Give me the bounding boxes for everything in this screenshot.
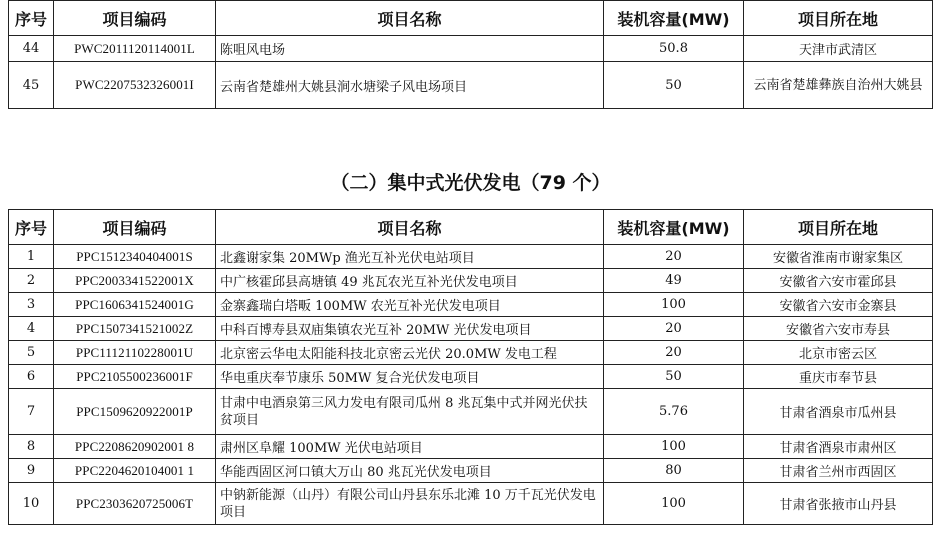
cell-capacity: 49 — [604, 269, 744, 293]
section-title: （二）集中式光伏发电（79 个） — [330, 172, 611, 194]
cell-no: 7 — [9, 389, 54, 435]
cell-code: PPC1112110228001U — [54, 341, 216, 365]
cell-no: 5 — [9, 341, 54, 365]
cell-location: 甘肃省酒泉市瓜州县 — [744, 389, 933, 435]
table-row — [9, 245, 933, 269]
cell-code: PPC1507341521002Z — [54, 317, 216, 341]
header-location: 项目所在地 — [744, 210, 933, 245]
table-row — [9, 389, 933, 435]
cell-capacity: 20 — [604, 341, 744, 365]
cell-capacity: 100 — [604, 435, 744, 459]
cell-no: 44 — [9, 36, 54, 62]
header-no: 序号 — [9, 1, 54, 36]
cell-code: PPC2204620104001 1 — [54, 459, 216, 483]
cell-capacity: 5.76 — [604, 389, 744, 435]
cell-capacity: 50 — [604, 365, 744, 389]
cell-name: 北京密云华电太阳能科技北京密云光伏 20.0MW 发电工程 — [216, 341, 604, 365]
table-row — [9, 36, 933, 62]
cell-capacity: 100 — [604, 293, 744, 317]
cell-location: 安徽省六安市金寨县 — [744, 293, 933, 317]
cell-location: 甘肃省兰州市西固区 — [744, 459, 933, 483]
cell-code: PWC2011120114001L — [54, 36, 216, 62]
table-row — [9, 341, 933, 365]
table-row — [9, 293, 933, 317]
cell-capacity: 20 — [604, 245, 744, 269]
cell-capacity: 50 — [604, 62, 744, 109]
cell-no: 3 — [9, 293, 54, 317]
header-no: 序号 — [9, 210, 54, 245]
cell-location: 北京市密云区 — [744, 341, 933, 365]
table-row — [9, 317, 933, 341]
cell-code: PPC1509620922001P — [54, 389, 216, 435]
cell-code: PPC2303620725006T — [54, 483, 216, 525]
wind-power-table — [8, 0, 933, 109]
cell-location: 安徽省淮南市谢家集区 — [744, 245, 933, 269]
cell-capacity: 100 — [604, 483, 744, 525]
cell-no: 4 — [9, 317, 54, 341]
cell-location: 天津市武清区 — [744, 36, 933, 62]
header-code: 项目编码 — [54, 1, 216, 36]
cell-no: 2 — [9, 269, 54, 293]
cell-no: 6 — [9, 365, 54, 389]
cell-code: PWC2207532326001I — [54, 62, 216, 109]
cell-no: 10 — [9, 483, 54, 525]
cell-no: 1 — [9, 245, 54, 269]
table-header-row — [9, 1, 933, 36]
table-row — [9, 435, 933, 459]
cell-no: 8 — [9, 435, 54, 459]
cell-no: 9 — [9, 459, 54, 483]
cell-name: 金寨鑫瑞白塔畈 100MW 农光互补光伏发电项目 — [216, 293, 604, 317]
cell-name: 中广核霍邱县高塘镇 49 兆瓦农光互补光伏发电项目 — [216, 269, 604, 293]
cell-location: 安徽省六安市寿县 — [744, 317, 933, 341]
table-row — [9, 269, 933, 293]
cell-name: 甘肃中电酒泉第三风力发电有限司瓜州 8 兆瓦集中式并网光伏扶贫项目 — [216, 389, 604, 435]
cell-name: 华能西固区河口镇大万山 80 兆瓦光伏发电项目 — [216, 459, 604, 483]
pv-power-table — [8, 209, 933, 525]
header-location: 项目所在地 — [744, 1, 933, 36]
cell-code: PPC2105500236001F — [54, 365, 216, 389]
header-capacity: 装机容量(MW) — [604, 210, 744, 245]
cell-location: 重庆市奉节县 — [744, 365, 933, 389]
cell-capacity: 80 — [604, 459, 744, 483]
cell-location: 安徽省六安市霍邱县 — [744, 269, 933, 293]
table-row — [9, 62, 933, 109]
cell-code: PPC2003341522001X — [54, 269, 216, 293]
table-row — [9, 483, 933, 525]
cell-name: 华电重庆奉节康乐 50MW 复合光伏发电项目 — [216, 365, 604, 389]
table-row — [9, 459, 933, 483]
cell-name: 北鑫谢家集 20MWp 渔光互补光伏电站项目 — [216, 245, 604, 269]
table-header-row — [9, 210, 933, 245]
cell-code: PPC1512340404001S — [54, 245, 216, 269]
cell-capacity: 20 — [604, 317, 744, 341]
cell-code: PPC2208620902001 8 — [54, 435, 216, 459]
table-row — [9, 365, 933, 389]
cell-name: 陈咀风电场 — [216, 36, 604, 62]
header-code: 项目编码 — [54, 210, 216, 245]
cell-capacity: 50.8 — [604, 36, 744, 62]
header-capacity: 装机容量(MW) — [604, 1, 744, 36]
header-name: 项目名称 — [216, 210, 604, 245]
cell-name: 中钠新能源（山丹）有限公司山丹县东乐北滩 10 万千瓦光伏发电项目 — [216, 483, 604, 525]
header-name: 项目名称 — [216, 1, 604, 36]
cell-name: 中科百博寿县双庙集镇农光互补 20MW 光伏发电项目 — [216, 317, 604, 341]
cell-location: 甘肃省酒泉市肃州区 — [744, 435, 933, 459]
cell-no: 45 — [9, 62, 54, 109]
cell-code: PPC1606341524001G — [54, 293, 216, 317]
cell-location: 云南省楚雄彝族自治州大姚县 — [744, 62, 933, 109]
cell-location: 甘肃省张掖市山丹县 — [744, 483, 933, 525]
cell-name: 肃州区阜耀 100MW 光伏电站项目 — [216, 435, 604, 459]
cell-name: 云南省楚雄州大姚县涧水塘梁子风电场项目 — [216, 62, 604, 109]
